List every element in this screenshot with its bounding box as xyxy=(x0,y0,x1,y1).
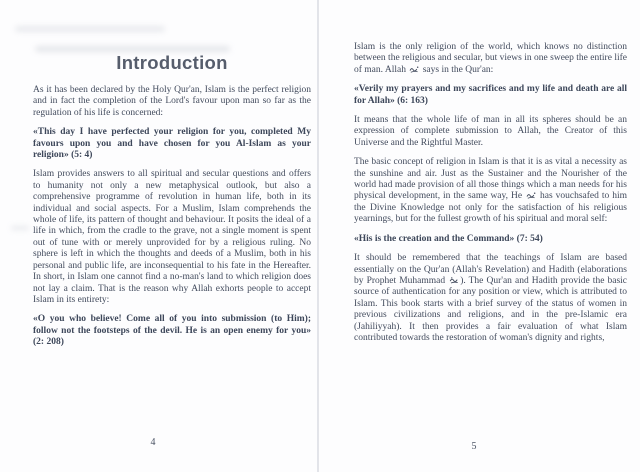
paragraph xyxy=(354,157,627,225)
page-number-right: 5 xyxy=(471,441,477,452)
paragraph-text: The basic concept of religion in Islam is that it is as vital a necessity as the sunshine and air. Just as the Sustainer and the Nourisher of the world had made provision of all those things which a man needs for his physical development, in the same way, He xyxy=(354,157,627,202)
scan-smudge xyxy=(11,226,29,230)
paragraph-text: Islam is the only religion of the world, which knows no distinction between the religious and secular, but views in one sweep the entire life of man. Allah xyxy=(354,42,627,75)
page-number-left: 4 xyxy=(150,437,156,448)
paragraph: Islam provides answers to all spiritual and secular questions and offers to humanity not only a new metaphysical outlook, but also a comprehensive programme of revolution in human life, both in its individual and social aspects. For a Muslim, Islam comprehends the whole of life, its pattern of thought and behaviour. It posits the ideal of a life in which, from the cradle to the grave, not a single moment is spent out of tune with or merely unprovided for by a religious ruling. No sphere is left in which the thoughts and deeds of a Muslim, both in his personal and public life, are inconsequential to his fate in the Hereafter. In short, in Islam one cannot find a no-man's land to which religion does not lay a claim. That is the reason why Allah exhorts people to accept Islam in its entirety: xyxy=(33,169,311,305)
paragraph xyxy=(354,42,627,76)
pbuh-icon xyxy=(449,276,459,284)
paragraph: It means that the whole life of man in all its spheres should be an expression of complete submission to Allah, the Creator of this Universe and the Rightful Master. xyxy=(354,115,627,148)
paragraph xyxy=(354,253,627,344)
paragraph-text: It should be remembered that the teachings of Islam are based essentially on the Qur'an (Allah's Revelation) and Hadith (elaborations by Prophet Muhammad xyxy=(354,253,627,286)
paragraph-text: says in the Qur'an: xyxy=(420,64,494,75)
left-page xyxy=(33,0,311,357)
quran-quote: «Verily my prayers and my sacrifices and my life and death are all for Allah» (6: 163) xyxy=(354,84,627,106)
right-page xyxy=(354,42,627,352)
quran-quote: «O you who believe! Come all of you into submission (to Him); follow not the footsteps of the devil. He is an open enemy for you» (2: 208) xyxy=(33,314,311,348)
paragraph-text: has vouchsafed to him the Divine Knowledge not only for the satisfaction of his religious yearnings, but for the fullest growth of his spiritual and moral self: xyxy=(354,191,628,225)
paragraph-text: ). The Qur'an and Hadith provide the basic source of authentication for any position or view, which is attributed to Islam. This book starts with a brief survey of the status of women in previous civilizations and religions, and in the pre-Islamic era (Jahiliyyah). It then provides a fair evaluation of what Islam contributed towards the restoration of woman's dignity and rights, xyxy=(354,275,627,343)
chapter-title: Introduction xyxy=(116,52,228,73)
quran-quote: «His is the creation and the Command» (7: 54) xyxy=(354,233,543,244)
scan-smudge xyxy=(35,46,230,52)
page-gutter xyxy=(317,0,319,472)
scan-smudge xyxy=(15,26,165,32)
paragraph: As it has been declared by the Holy Qur'an, Islam is the perfect religion and in fact the completion of the Lord's favour upon man so far as the regulation of his life is concerned: xyxy=(33,85,311,118)
allah-honorific-icon xyxy=(526,191,536,199)
quran-quote: «This day I have perfected your religion for you, completed My favours upon you and have chosen for you Al-Islam as your religion» (5: 4) xyxy=(33,127,311,161)
allah-honorific-icon xyxy=(409,65,419,73)
